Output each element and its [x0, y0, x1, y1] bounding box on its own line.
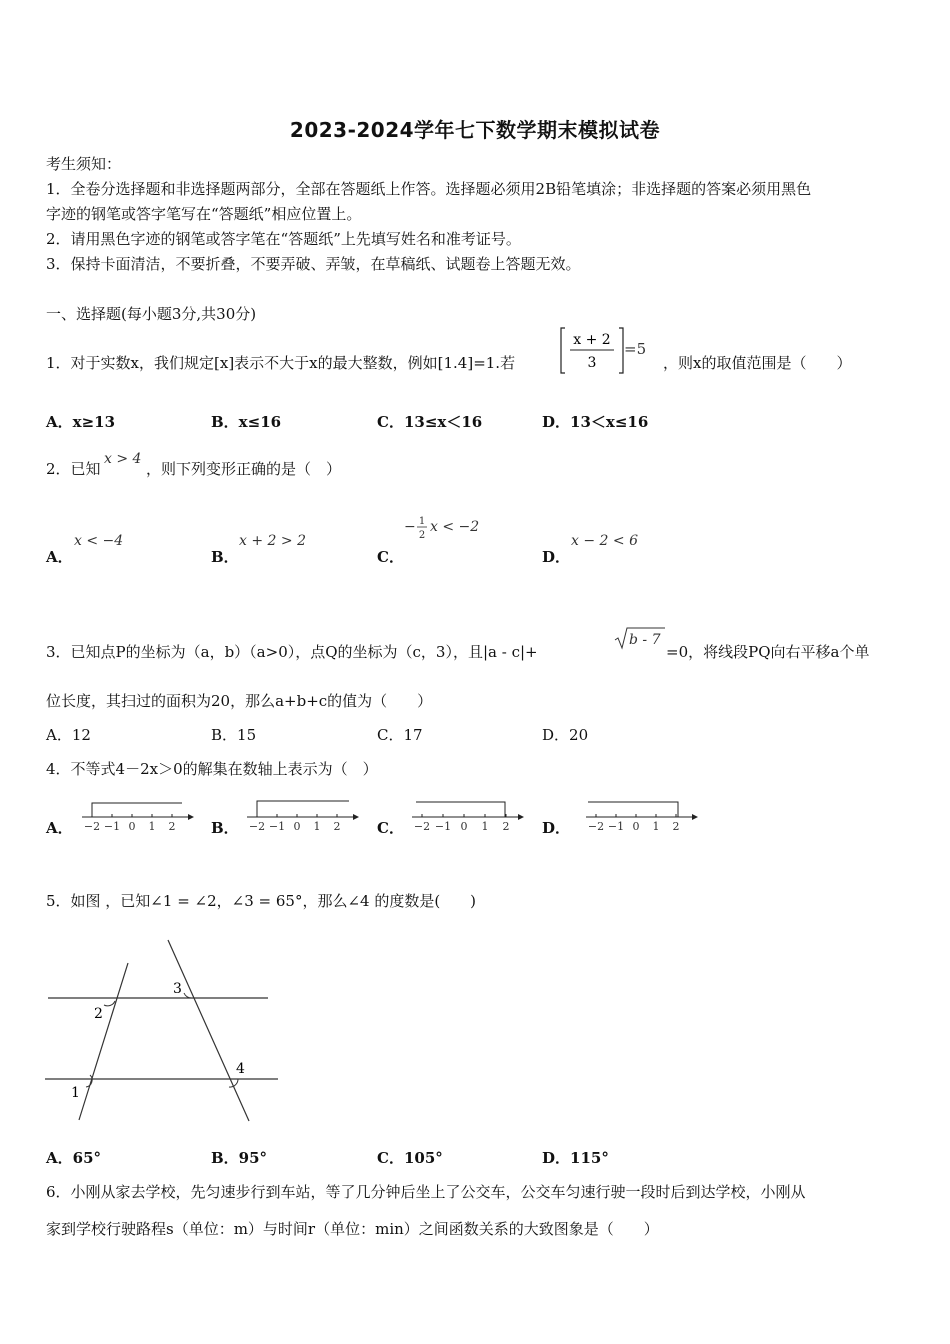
q2-stem-b: ，则下列变形正确的是（ ）	[146, 460, 342, 478]
numberline-tick-label: 2	[168, 820, 176, 833]
numberline-tick-label: −2	[83, 820, 101, 833]
q4-option-a-label: A．	[46, 819, 73, 837]
q2-option-a-label: A．	[46, 548, 73, 566]
q2-option-a-expr: x < −4	[74, 533, 124, 549]
numberline-tick-label: 1	[481, 820, 489, 833]
notice-line-4: 3．保持卡面清洁，不要折叠，不要弄破、弄皱，在草稿纸、试题卷上答题无效。	[46, 255, 581, 273]
numberline-tick-label: −1	[607, 820, 625, 833]
numberline-tick-label: 0	[128, 820, 136, 833]
q1-stem-b: ，则x的取值范围是（ ）	[663, 354, 852, 372]
q1-option-c: C．13≤x＜16	[377, 413, 483, 431]
q5-option-d: D．115°	[542, 1149, 609, 1167]
q5-option-c: C．105°	[377, 1149, 443, 1167]
q6-line-2: 家到学校行驶路程s（单位：m）与时间r（单位：min）之间函数关系的大致图象是（ ）	[46, 1220, 659, 1238]
q1-option-a: A．x≥13	[46, 413, 116, 431]
numberline-tick-label: 2	[672, 820, 680, 833]
q3-option-d: D．20	[542, 726, 589, 744]
notice-line-3: 2．请用黑色字迹的钢笔或答字笔在“答题纸”上先填写姓名和准考证号。	[46, 230, 521, 248]
q2-option-c-label: C．	[377, 548, 404, 566]
q4-option-a-numberline	[80, 797, 195, 835]
q3-option-c: C．17	[377, 726, 423, 744]
q5-angle-3-label: 3	[173, 981, 182, 997]
q2-option-b-expr: x + 2 > 2	[239, 533, 306, 549]
q1-option-b: B．x≤16	[211, 413, 282, 431]
q4-option-c-numberline	[410, 797, 525, 835]
q5-angle-2-label: 2	[94, 1006, 103, 1022]
numberline-tick-label: 2	[502, 820, 510, 833]
numberline-tick-label: 1	[148, 820, 156, 833]
q2-option-c-frac-den: 2	[418, 530, 426, 541]
q3-sqrt-expr: b - 7	[629, 632, 661, 648]
numberline-tick-label: 0	[293, 820, 301, 833]
numberline-tick-label: −2	[587, 820, 605, 833]
numberline-tick-label: −1	[434, 820, 452, 833]
numberline-tick-label: 1	[313, 820, 321, 833]
numberline-tick-label: −1	[103, 820, 121, 833]
q6-line-1: 6．小刚从家去学校，先匀速步行到车站，等了几分钟后坐上了公交车，公交车匀速行驶一段时后到达学校，小刚从	[46, 1183, 806, 1201]
numberline-tick-label: 0	[632, 820, 640, 833]
numberline-tick-label: −2	[413, 820, 431, 833]
numberline-tick-label: 0	[460, 820, 468, 833]
q2-option-c-frac-num: 1	[418, 516, 426, 527]
q4-option-b-label: B．	[211, 819, 239, 837]
q5-angle-1-label: 1	[71, 1085, 80, 1101]
q5-stem: 5．如图 ，已知∠1 = ∠2，∠3 = 65°，那么∠4 的度数是( )	[46, 892, 477, 910]
q3-option-b: B．15	[211, 726, 257, 744]
numberline-tick-label: −1	[268, 820, 286, 833]
q3-stem-a: 3．已知点P的坐标为（a，b）（a>0），点Q的坐标为（c，3），且|a - c|+	[46, 643, 538, 661]
q1-floor-fraction	[557, 325, 627, 377]
notice-heading: 考生须知：	[46, 155, 122, 173]
q5-option-a: A．65°	[46, 1149, 102, 1167]
q5-option-b: B．95°	[211, 1149, 268, 1167]
q2-stem-a: 2．已知	[46, 460, 101, 478]
page-title: 2023-2024学年七下数学期末模拟试卷	[289, 118, 661, 142]
q2-option-c-minus: −	[404, 519, 416, 535]
q4-option-b-numberline	[245, 797, 360, 835]
q1-frac-num: x + 2	[573, 332, 611, 348]
q2-option-b-label: B．	[211, 548, 239, 566]
q2-option-c-fraction	[416, 513, 428, 543]
q5-angle-4-label: 4	[236, 1061, 245, 1077]
q1-equals: =5	[624, 340, 647, 358]
q3-stem-line2: 位长度，其扫过的面积为20，那么a+b+c的值为（ ）	[46, 692, 433, 710]
q4-stem: 4．不等式4－2x＞0的解集在数轴上表示为（ ）	[46, 760, 378, 778]
q3-option-a: A．12	[46, 726, 91, 744]
notice-line-1: 1．全卷分选择题和非选择题两部分，全部在答题纸上作答。选择题必须用2B铅笔填涂；非选择题的答案必须用黑色	[46, 180, 812, 198]
q5-figure	[40, 935, 285, 1125]
q2-option-d-label: D．	[542, 548, 571, 566]
q4-option-d-label: D．	[542, 819, 571, 837]
numberline-tick-label: 2	[333, 820, 341, 833]
q1-option-d: D．13＜x≤16	[542, 413, 649, 431]
q2-option-d-expr: x − 2 < 6	[571, 533, 638, 549]
q1-frac-den: 3	[587, 355, 597, 371]
q4-option-c-label: C．	[377, 819, 404, 837]
notice-line-2: 字迹的钢笔或答字笔写在“答题纸”相应位置上。	[46, 205, 362, 223]
q3-stem-b: =0，将线段PQ向右平移a个单	[666, 643, 870, 661]
numberline-tick-label: −2	[248, 820, 266, 833]
q4-option-d-numberline	[584, 797, 699, 835]
q2-option-c-expr: x < −2	[430, 519, 480, 535]
q3-sqrt	[614, 626, 666, 652]
q2-condition: x > 4	[104, 451, 142, 467]
q1-stem-a: 1．对于实数x，我们规定[x]表示不大于x的最大整数，例如[1.4]=1.若	[46, 354, 516, 372]
section-heading: 一、选择题(每小题3分,共30分)	[46, 305, 257, 323]
numberline-tick-label: 1	[652, 820, 660, 833]
